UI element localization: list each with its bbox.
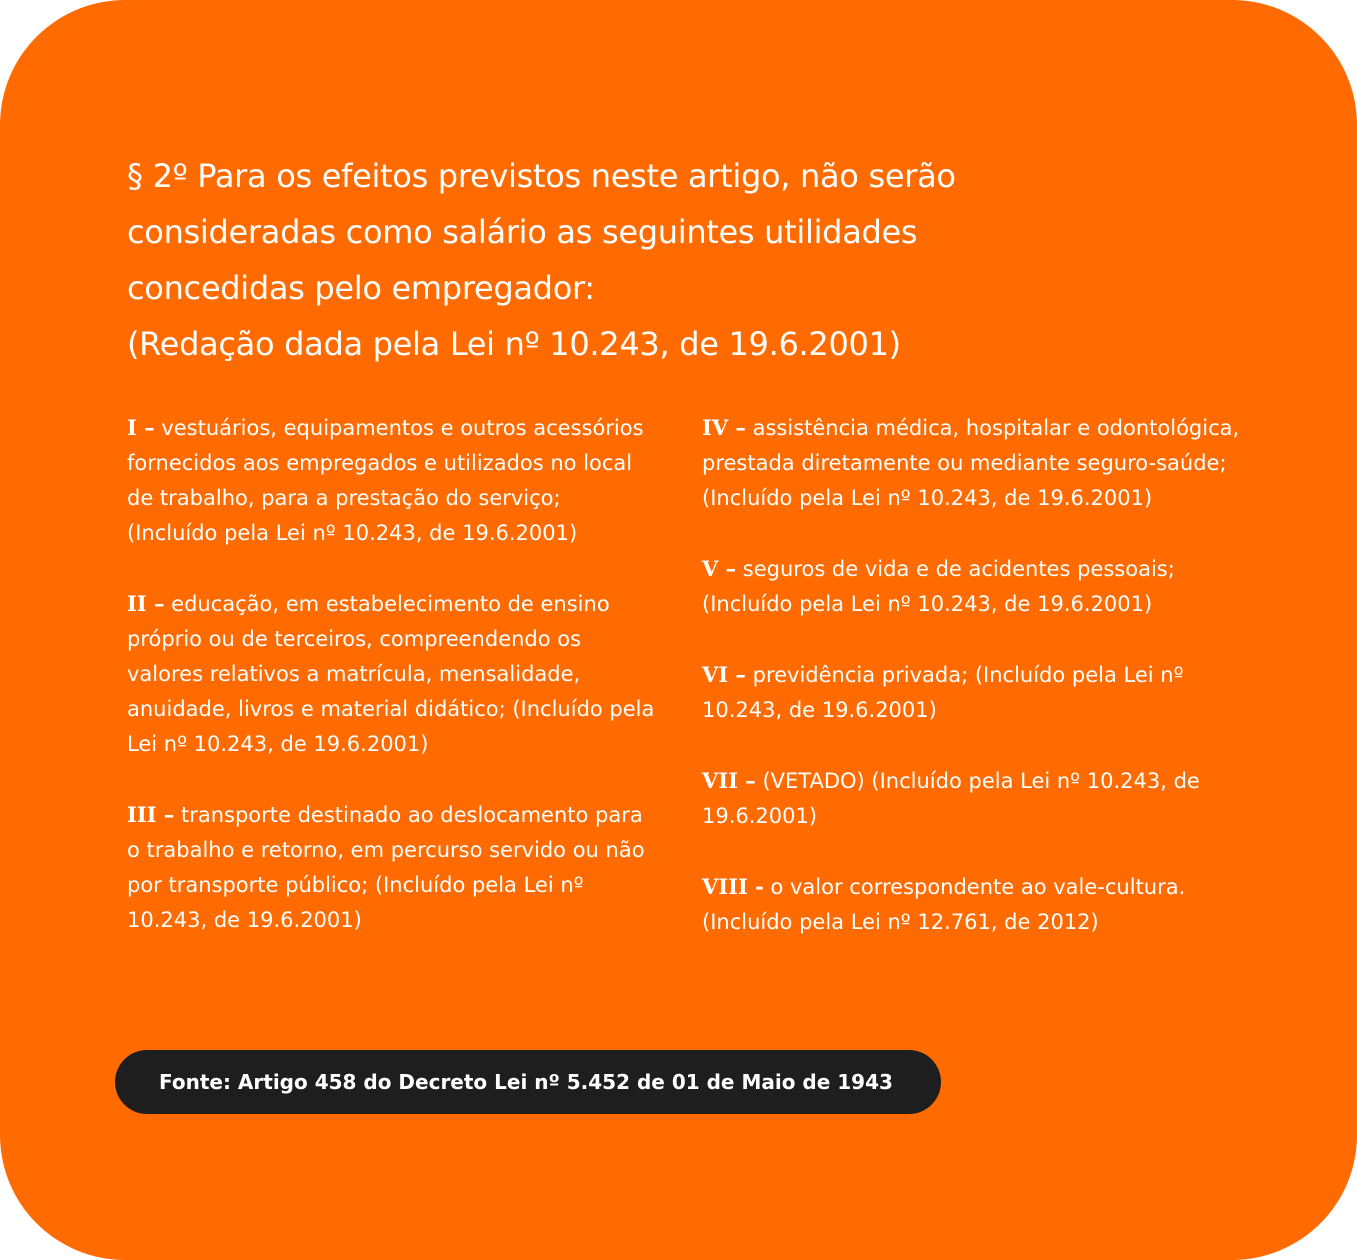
item-number: II – [127,591,165,616]
item-text: o valor correspondente ao vale-cultura. (Incluído pela Lei nº 12.761, de 2012) [702,875,1186,934]
paragraph-heading [127,148,1127,372]
heading-line-2: consideradas como salário as seguintes utilidades [127,213,918,251]
item-number: VI – [702,662,746,687]
list-item-iv [702,410,1242,516]
items-column-left [127,410,657,973]
item-number: IV – [702,415,746,440]
list-item-vi [702,657,1242,728]
item-number: VIII - [702,874,764,899]
items-column-right [702,410,1242,975]
item-number: VII – [702,768,756,793]
list-item-iii [127,797,657,938]
item-text: previdência privada; (Incluído pela Lei nº 10.243, de 19.6.2001) [702,663,1184,722]
item-text: (VETADO) (Incluído pela Lei nº 10.243, de 19.6.2001) [702,769,1200,828]
list-item-i [127,410,657,551]
source-pill [115,1050,941,1114]
list-item-v [702,551,1242,622]
item-text: seguros de vida e de acidentes pessoais; (Incluído pela Lei nº 10.243, de 19.6.2001) [702,557,1175,616]
item-text: assistência médica, hospitalar e odontológica, prestada diretamente ou mediante seguro-saúde; (Incluído pela Lei nº 10.243, de 19.6.2001) [702,416,1240,510]
item-number: III – [127,802,175,827]
list-item-viii [702,869,1242,940]
item-text: vestuários, equipamentos e outros acessórios fornecidos aos empregados e utilizados no local de trabalho, para a prestação do serviço; (Incluído pela Lei nº 10.243, de 19.6.2001) [127,416,644,545]
heading-line-1: § 2º Para os efeitos previstos neste artigo, não serão [127,157,956,195]
heading-line-4: (Redação dada pela Lei nº 10.243, de 19.6.2001) [127,325,901,363]
item-text: transporte destinado ao deslocamento para o trabalho e retorno, em percurso servido ou não por transporte público; (Incluído pela Lei nº 10.243, de 19.6.2001) [127,803,645,932]
item-number: I – [127,415,155,440]
item-number: V – [702,556,737,581]
list-item-vii [702,763,1242,834]
source-text: Fonte: Artigo 458 do Decreto Lei nº 5.452 de 01 de Maio de 1943 [159,1070,893,1094]
item-text: educação, em estabelecimento de ensino próprio ou de terceiros, compreendendo os valores relativos a matrícula, mensalidade, anuidade, livros e material didático; (Incluído pela Lei nº 10.243, de 19.6.2001) [127,592,655,756]
list-item-ii [127,586,657,762]
heading-line-3: concedidas pelo empregador: [127,269,595,307]
